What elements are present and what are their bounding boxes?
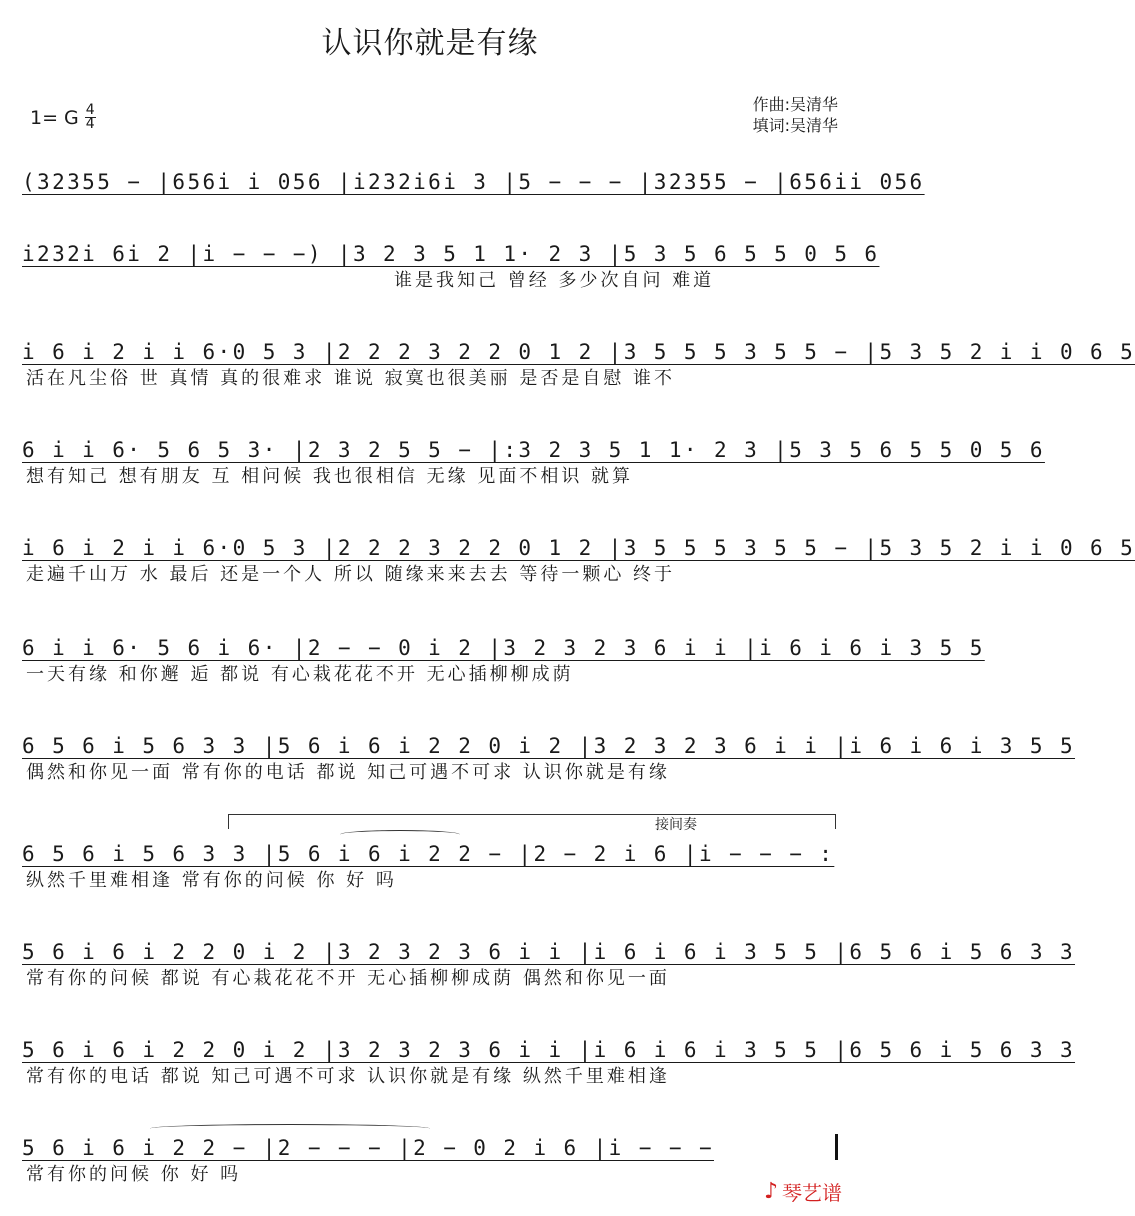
notes-row-2: i232i 6i 2 |i − − −) |3 2 3 5 1 1· 2 3 |5 3 5 6 5 5 0 5 6	[22, 242, 880, 266]
time-signature-beats: 4	[85, 102, 95, 118]
tie-mark	[312, 360, 732, 369]
notes-row-9: 5 6 i 6 i 2 2 0 i 2 |3 2 3 2 3 6 i i |i 6 i 6 i 3 5 5 |6 5 6 i 5 6 3 3	[22, 940, 1076, 964]
slur-mark	[340, 830, 460, 839]
time-signature	[85, 104, 96, 131]
lyrics-row-7: 偶然和你见一面 常有你的电话 都说 知己可遇不可求 认识你就是有缘	[26, 762, 670, 783]
composer-credit: 作曲:吴清华	[752, 95, 838, 114]
score-row-6	[22, 634, 985, 688]
final-barline	[835, 1134, 838, 1160]
logo-icon: ♪	[763, 1179, 778, 1204]
lyrics-row-8: 纵然千里难相逢 常有你的问候 你 好 吗	[26, 870, 397, 891]
notes-row-1: (32355 − |656i i 056 |i232i6i 3 |5 − − − |32355 − |656ii 056	[22, 170, 925, 194]
notes-row-7: 6 5 6 i 5 6 3 3 |5 6 i 6 i 2 2 0 i 2 |3 2 3 2 3 6 i i |i 6 i 6 i 3 5 5	[22, 734, 1076, 758]
lyrics-row-2: 谁是我知己 曾经 多少次自问 难道	[394, 270, 715, 291]
lyrics-row-4: 想有知己 想有朋友 互 相问候 我也很相信 无缘 见面不相识 就算	[26, 466, 634, 487]
site-logo	[764, 1177, 842, 1206]
credits	[753, 94, 838, 136]
lyrics-row-5: 走遍千山万 水 最后 还是一个人 所以 随缘来来去去 等待一颗心 终于	[26, 564, 676, 585]
score-row-10	[22, 1036, 1076, 1090]
notes-row-5: i 6 i 2 i i 6·0 5 3 |2 2 2 3 2 2 0 1 2 |3 5 5 5 3 5 5 − |5 3 5 2 i i 0 6 5	[22, 536, 1135, 560]
notes-row-6: 6 i i 6· 5 6 i 6· |2 − − 0 i 2 |3 2 3 2 3 6 i i |i 6 i 6 i 3 5 5	[22, 636, 985, 660]
volta-label: 接间奏	[655, 817, 697, 833]
notes-row-4: 6 i i 6· 5 6 5 3· |2 3 2 5 5 − |:3 2 3 5 1 1· 2 3 |5 3 5 6 5 5 0 5 6	[22, 438, 1045, 462]
lyricist-credit: 填词:吴清华	[752, 116, 838, 135]
score-row-4	[22, 436, 1045, 490]
lyrics-row-9: 常有你的问候 都说 有心栽花花不开 无心插柳柳成荫 偶然和你见一面	[26, 968, 670, 989]
lyrics-row-6: 一天有缘 和你邂 逅 都说 有心栽花花不开 无心插柳柳成荫	[26, 664, 574, 685]
score-row-7	[22, 732, 1076, 786]
song-title: 认识你就是有缘	[321, 26, 539, 61]
notes-row-11: 5 6 i 6 i 2 2 − |2 − − − |2 − 0 2 i 6 |i − − −	[22, 1136, 714, 1160]
score-row-9	[22, 938, 1076, 992]
lyrics-row-3: 活在凡尘俗 世 真情 真的很难求 谁说 寂寞也很美丽 是否是自慰 谁不	[26, 368, 676, 389]
score-row-1	[22, 168, 925, 196]
notes-row-8: 6 5 6 i 5 6 3 3 |5 6 i 6 i 2 2 − |2 − 2 i 6 |i − − − :	[22, 842, 835, 866]
lyrics-row-11: 常有你的问候 你 好 吗	[26, 1164, 242, 1185]
score-row-11	[22, 1134, 838, 1188]
notes-row-10: 5 6 i 6 i 2 2 0 i 2 |3 2 3 2 3 6 i i |i 6 i 6 i 3 5 5 |6 5 6 i 5 6 3 3	[22, 1038, 1076, 1062]
logo-text: 琴艺谱	[782, 1181, 842, 1205]
notes-row-3: i 6 i 2 i i 6·0 5 3 |2 2 2 3 2 2 0 1 2 |3 5 5 5 3 5 5 − |5 3 5 2 i i 0 6 5	[22, 340, 1135, 364]
score-row-2	[22, 240, 880, 294]
key-label: 1= G	[30, 106, 79, 129]
time-signature-unit: 4	[85, 116, 95, 132]
key-signature	[30, 104, 96, 131]
slur-mark	[150, 1124, 430, 1133]
volta-bracket	[228, 814, 836, 829]
score-row-5	[22, 534, 1135, 588]
score-row-8	[22, 840, 838, 894]
lyrics-row-10: 常有你的电话 都说 知己可遇不可求 认识你就是有缘 纵然千里难相逢	[26, 1066, 670, 1087]
